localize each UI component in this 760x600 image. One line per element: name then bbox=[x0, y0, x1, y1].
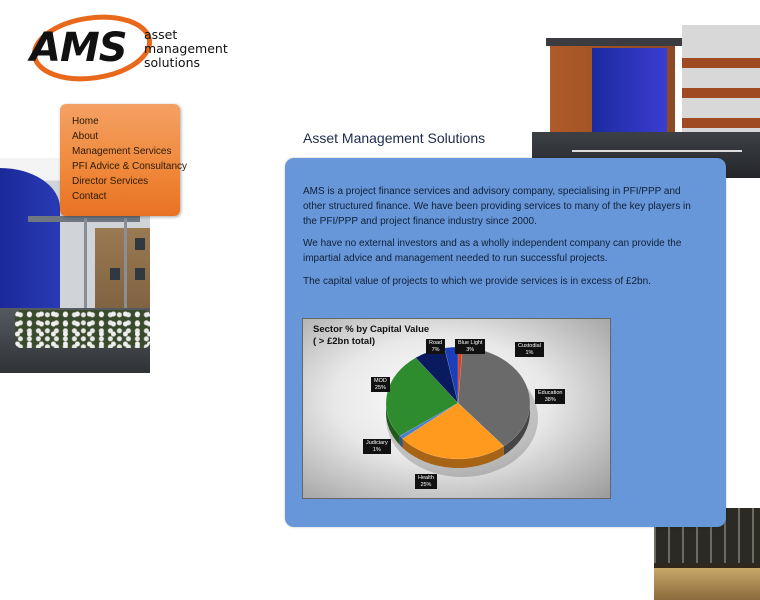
nav-item-management-services[interactable]: Management Services bbox=[72, 146, 172, 157]
nav-item-pfi-advice[interactable]: PFI Advice & Consultancy bbox=[72, 161, 188, 172]
logo-tagline-line: management bbox=[144, 41, 228, 56]
chart-data-label bbox=[515, 342, 544, 357]
page-title: Asset Management Solutions bbox=[303, 130, 486, 146]
chart-data-label bbox=[371, 377, 390, 392]
chart-data-label bbox=[455, 339, 485, 354]
sector-pie-chart bbox=[302, 318, 611, 499]
chart-data-label bbox=[426, 339, 445, 354]
chart-data-label-category: MOD bbox=[374, 378, 387, 384]
chart-data-label-category: Custodial bbox=[518, 343, 541, 349]
ams-logo[interactable] bbox=[28, 8, 238, 88]
chart-data-label-value: 3% bbox=[466, 346, 475, 353]
logo-tagline bbox=[144, 28, 228, 70]
logo-mark: AMS bbox=[30, 25, 127, 71]
chart-data-label bbox=[415, 474, 437, 489]
chart-data-label bbox=[363, 439, 391, 454]
main-nav bbox=[60, 104, 188, 216]
chart-data-label bbox=[535, 389, 565, 404]
building-photo-top-right bbox=[532, 0, 760, 178]
chart-data-label-value: 1% bbox=[372, 446, 381, 453]
chart-title: Sector % by Capital Value bbox=[313, 324, 430, 335]
capital-value-paragraph: The capital value of projects to which we provide services is in excess of £2bn. bbox=[303, 276, 651, 287]
chart-data-label-category: Judiciary bbox=[366, 440, 388, 446]
chart-data-label-category: Road bbox=[429, 340, 443, 346]
chart-data-label-category: Blue Light bbox=[458, 340, 483, 346]
nav-item-director-services[interactable]: Director Services bbox=[72, 176, 149, 187]
independence-paragraph: We have no external investors and as a wholly independent company can provide the impartial advice and management needed to run successful projects. bbox=[303, 238, 682, 264]
intro-paragraph: AMS is a project finance services and advisory company, specialising in PFI/PPP and other structured finance. We have been providing services to many of the key players in the PFI/PPP and project finance industry since 2000. bbox=[303, 186, 691, 227]
nav-item-about[interactable]: About bbox=[72, 131, 99, 142]
chart-data-label-category: Education bbox=[538, 390, 563, 396]
logo-tagline-line: solutions bbox=[144, 55, 201, 70]
chart-data-label-value: 7% bbox=[431, 346, 440, 353]
chart-data-label-value: 25% bbox=[420, 481, 432, 488]
chart-subtitle: ( > £2bn total) bbox=[313, 336, 376, 347]
chart-data-label-value: 25% bbox=[374, 384, 386, 391]
chart-data-label-value: 1% bbox=[525, 349, 534, 356]
chart-data-label-value: 38% bbox=[544, 396, 556, 403]
chart-title-block bbox=[313, 324, 429, 348]
chart-data-label-category: Health bbox=[418, 475, 434, 481]
nav-item-home[interactable]: Home bbox=[72, 116, 99, 127]
logo-tagline-line: asset bbox=[144, 27, 178, 42]
nav-item-contact[interactable]: Contact bbox=[72, 191, 107, 202]
